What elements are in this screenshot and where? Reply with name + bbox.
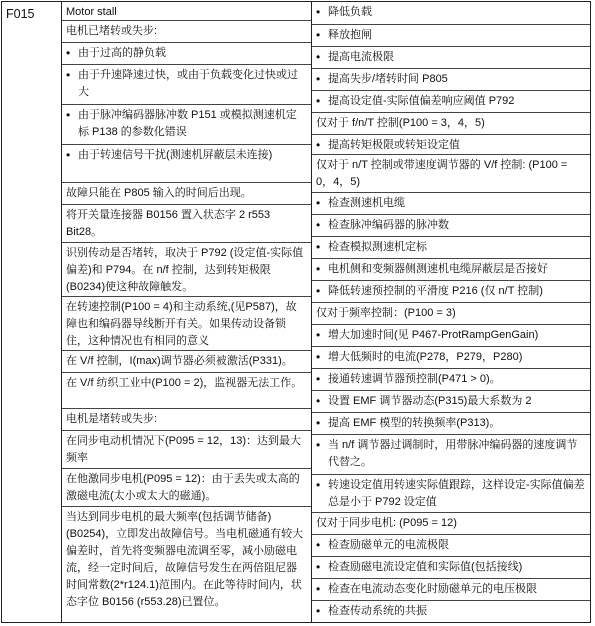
cause-row <box>62 506 311 611</box>
bullet-icon: • <box>316 138 321 152</box>
remedy-text: 提高设定值-实际值偏差响应阈值 P792 <box>328 95 515 107</box>
cause-row <box>62 144 311 164</box>
remedy-row <box>312 368 590 388</box>
bullet-icon: • <box>316 28 321 42</box>
bullet-icon: • <box>316 72 321 86</box>
remedy-row <box>312 90 590 110</box>
cause-text: 将开关量连接器 B0156 置入状态字 2 r553 Bit28。 <box>66 209 271 238</box>
remedy-row <box>312 258 590 278</box>
remedy-text: 提高电流极限 <box>328 51 394 63</box>
remedy-bullet <box>316 537 586 554</box>
cause-text: 在他激同步电机(P095 = 12)：由于丢失或太高的激磁电流(太小或太大的磁通)。 <box>66 473 300 502</box>
remedy-bullet <box>316 415 586 432</box>
cause-bullet-text: 由于过高的静负载 <box>78 47 166 59</box>
remedy-text: 降低转速预控制的平滑度 P216 (仅 n/T 控制) <box>328 285 543 297</box>
fault-code: F015 <box>6 7 35 21</box>
remedy-bullet <box>316 195 586 212</box>
remedy-row <box>312 390 590 410</box>
remedy-bullet <box>316 393 586 410</box>
remedy-bullet <box>316 559 586 576</box>
remedy-row <box>312 556 590 576</box>
remedy-text: 降低负载 <box>328 6 372 18</box>
remedy-row <box>312 412 590 432</box>
remedy-text: 检查脉冲编码器的脉冲数 <box>328 219 449 231</box>
remedy-row <box>312 280 590 300</box>
remedy-bullet <box>316 71 586 88</box>
remedy-text: 提高转矩极限或转矩设定值 <box>328 139 460 151</box>
remedy-row <box>312 578 590 598</box>
cause-bullet <box>66 45 307 62</box>
bullet-icon: • <box>316 328 321 342</box>
cause-text: 在 V/f 控制，I(max)调节器必须被激活(P331)。 <box>66 355 293 367</box>
remedy-text: 检查传动系统的共振 <box>328 605 427 617</box>
bullet-icon: • <box>316 582 321 596</box>
bullet-icon: • <box>316 218 321 232</box>
cause-row <box>62 468 311 505</box>
bullet-icon: • <box>316 394 321 408</box>
cause-row <box>62 430 311 467</box>
remedy-row <box>312 474 590 511</box>
cause-column <box>62 2 312 622</box>
remedy-text: 检查测速机电缆 <box>328 197 405 209</box>
cause-text: 在同步电动机情况下(P095 = 12，13)：达到最大频率 <box>66 435 302 464</box>
remedy-row <box>312 534 590 554</box>
cause-bullet-text: 由于脉冲编码器脉冲数 P151 或模拟测速机定标 P138 的参数化错误 <box>78 109 297 138</box>
cause-bullet-text: 由于升速降速过快，或由于负载变化过快或过大 <box>78 69 298 98</box>
remedy-text: 增大加速时间(见 P467-ProtRampGenGain) <box>328 329 539 341</box>
remedy-heading: 仅对于 f/n/T 控制(P100 = 3，4，5) <box>316 117 485 129</box>
remedy-text: 当 n/f 调节器过调制时，用带脉冲编码器的速度调节代替之。 <box>328 439 578 468</box>
remedy-text: 检查模拟测速机定标 <box>328 241 427 253</box>
remedy-bullet <box>316 477 586 511</box>
cause-bullet <box>66 147 307 164</box>
cause-bullet <box>66 107 307 141</box>
remedy-row <box>312 236 590 256</box>
cause-text: 当达到同步电机的最大频率(包括调节储备)(B0254)，立即发出故障信号。当电机磁通有较大偏差时，首先将变频器电流调至零，减小励磁电流，经一定时间后，故障信号发生在两倍阻尼器时间常数(2*r124.1)范围内。在此等待时间内，状态字位 B0156 (r553.28)已置位。 <box>66 511 304 608</box>
remedy-bullet <box>316 581 586 598</box>
remedy-text: 电机侧和变频器侧测速机电缆屏蔽层是否接好 <box>328 263 548 275</box>
cause-row <box>62 104 311 141</box>
cause-text: 电机已堵转或失步: <box>66 25 158 37</box>
remedy-bullet <box>316 137 586 154</box>
remedy-column <box>312 2 590 622</box>
fault-code-column <box>2 2 62 622</box>
remedy-heading: 仅对于同步电机: (P095 = 12) <box>316 517 457 529</box>
bullet-icon: • <box>316 94 321 108</box>
remedy-row <box>312 154 590 191</box>
remedy-heading: 仅对于 n/T 控制或带速度调节器的 V/f 控制: (P100 = 0，4，5) <box>316 159 568 188</box>
cause-text: 电机是堵转或失步: <box>66 413 158 425</box>
remedy-bullet <box>316 437 586 471</box>
bullet-icon: • <box>316 284 321 298</box>
remedy-bullet <box>316 93 586 110</box>
bullet-icon: • <box>316 350 321 364</box>
remedy-row <box>312 600 590 620</box>
remedy-row <box>312 434 590 471</box>
cause-text: 故障只能在 P805 输入的时间后出现。 <box>66 187 252 199</box>
bullet-icon: • <box>316 196 321 210</box>
remedy-bullet <box>316 217 586 234</box>
cause-row <box>62 204 311 241</box>
remedy-text: 设置 EMF 调节器动态(P315)最大系数为 2 <box>328 395 532 407</box>
remedy-row <box>312 324 590 344</box>
remedy-bullet <box>316 603 586 620</box>
remedy-text: 释放抱闸 <box>328 29 372 41</box>
bullet-icon: • <box>316 5 321 19</box>
remedy-heading: 仅对于频率控制：(P100 = 3) <box>316 307 456 319</box>
remedy-row <box>312 302 590 322</box>
bullet-icon: • <box>316 560 321 574</box>
remedy-text: 接通转速调节器预控制(P471 > 0)。 <box>328 373 501 385</box>
fault-title-row <box>62 2 311 20</box>
remedy-text: 提高失步/堵转时间 P805 <box>328 73 448 85</box>
remedy-text: 检查在电流动态变化时励磁单元的电压极限 <box>328 583 537 595</box>
remedy-bullet <box>316 49 586 66</box>
cause-row <box>62 408 311 428</box>
bullet-icon: • <box>316 416 321 430</box>
bullet-icon: • <box>316 478 321 492</box>
bullet-icon: • <box>316 538 321 552</box>
bullet-icon: • <box>316 240 321 254</box>
bullet-icon: • <box>316 262 321 276</box>
remedy-bullet <box>316 27 586 44</box>
remedy-row <box>312 24 590 44</box>
cause-row <box>62 372 311 392</box>
cause-text: 在 V/f 纺织工业中(P100 = 2)，监视器无法工作。 <box>66 377 303 389</box>
bullet-icon: • <box>66 108 71 122</box>
remedy-text: 检查励磁单元的电流极限 <box>328 539 449 551</box>
bullet-icon: • <box>66 46 71 60</box>
bullet-icon: • <box>316 604 321 618</box>
cause-row <box>62 64 311 101</box>
remedy-bullet <box>316 371 586 388</box>
remedy-row <box>312 2 590 21</box>
cause-row <box>62 20 311 40</box>
cause-row <box>62 42 311 62</box>
bullet-icon: • <box>66 68 71 82</box>
remedy-row <box>312 214 590 234</box>
remedy-row <box>312 346 590 366</box>
bullet-icon: • <box>66 148 71 162</box>
remedy-bullet <box>316 4 586 21</box>
remedy-text: 转速设定值用转速实际值跟踪，这样设定-实际值偏差总是小于 P792 设定值 <box>328 479 585 508</box>
remedy-row <box>312 46 590 66</box>
remedy-text: 检查励磁电流设定值和实际值(包括接线) <box>328 561 523 573</box>
remedy-bullet <box>316 349 586 366</box>
cause-bullet <box>66 67 307 101</box>
cause-row <box>62 242 311 296</box>
remedy-text: 提高 EMF 模型的转换频率(P313)。 <box>328 417 501 429</box>
remedy-row <box>312 192 590 212</box>
remedy-row <box>312 68 590 88</box>
remedy-bullet <box>316 327 586 344</box>
bullet-icon: • <box>316 50 321 64</box>
remedy-row <box>312 512 590 532</box>
fault-table <box>1 1 591 623</box>
bullet-icon: • <box>316 438 321 452</box>
cause-row <box>62 296 311 350</box>
remedy-bullet <box>316 239 586 256</box>
bullet-icon: • <box>316 372 321 386</box>
remedy-row <box>312 134 590 154</box>
remedy-bullet <box>316 261 586 278</box>
cause-bullet-text: 由于转速信号干扰(测速机屏蔽层未连接) <box>78 149 273 161</box>
fault-title: Motor stall <box>66 6 117 18</box>
cause-row <box>62 182 311 202</box>
cause-row <box>62 350 311 370</box>
remedy-text: 增大低频时的电流(P278，P279，P280) <box>328 351 523 363</box>
cause-text: 识别传动是否堵转，取决于 P792 (设定值-实际值偏差)和 P794。在 n/f 控制，达到转矩极限(B0234)使这种故障触发。 <box>66 247 304 293</box>
remedy-bullet <box>316 283 586 300</box>
remedy-row <box>312 112 590 132</box>
cause-text: 在转速控制(P100 = 4)和主动系统,(见P587)，故障也和编码器导线断开有关。如果传动设备锁住，这种情况也有相同的意义 <box>66 301 297 347</box>
